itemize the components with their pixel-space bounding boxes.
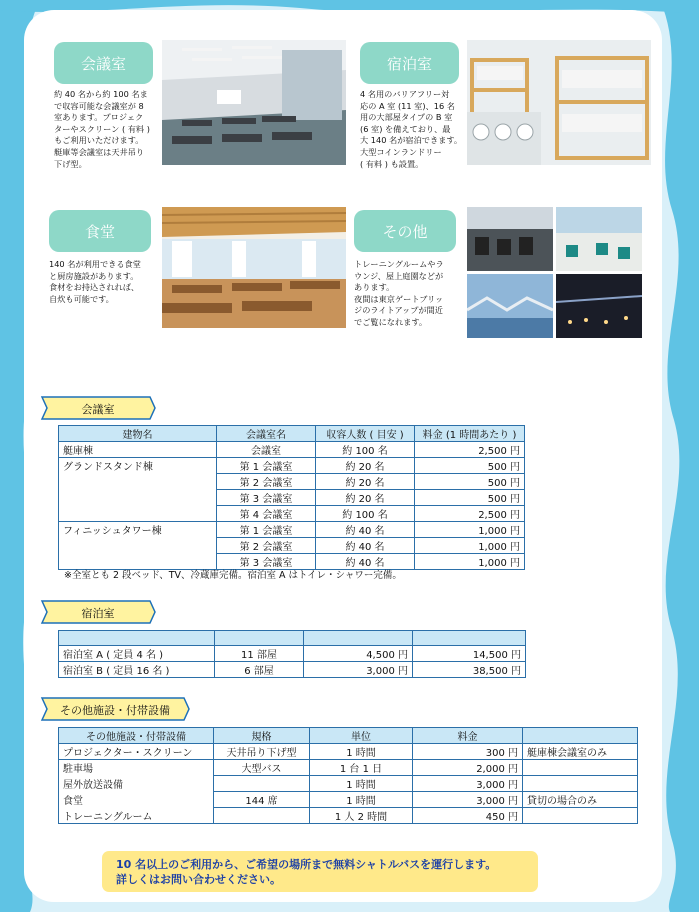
lodging-section-title: 宿泊室 (81, 607, 115, 620)
cell-building (59, 474, 217, 490)
cell-building (59, 538, 217, 554)
cell-spec (214, 776, 310, 792)
cell-fee: 1,000 円 (415, 522, 525, 538)
other-facilities-description: トレーニングルームやラ ウンジ、屋上庭園などが あります。 夜間は東京ゲートブリッ ジのライトアップが間近 でご覧になれます。 (354, 259, 444, 327)
cell-fee: 450 円 (413, 808, 523, 824)
cell-capacity: 約 40 名 (316, 538, 415, 554)
dining-hall-label: 食堂 (49, 210, 151, 252)
cell-unit: 1 時間 (310, 744, 413, 760)
cell-remarks (523, 808, 638, 824)
meeting-room-description: 約 40 名から約 100 名ま で収容可能な会議室が 8 室あります。プロジェク ターやスクリーン ( 有料 ) もご利用いただけます。 艇庫等会議室は天井吊り 下げ型。 (54, 89, 150, 169)
cell-room-count: 6 部屋 (215, 661, 304, 677)
cell-capacity: 約 100 名 (316, 442, 415, 458)
cell-fee: 500 円 (415, 458, 525, 474)
cell-unit: 1 台 1 日 (310, 760, 413, 776)
table-row (59, 474, 525, 490)
cell-unit: 1 人 2 時間 (310, 808, 413, 824)
meeting-room-photo (162, 40, 346, 165)
cell-spec: 144 席 (214, 792, 310, 808)
cell-price-full: 14,500 円 (413, 645, 526, 661)
table-header-row (59, 728, 638, 744)
cell-price: 4,500 円 (304, 645, 413, 661)
cell-building (59, 506, 217, 522)
dining-hall-photo (162, 207, 346, 328)
lounge-photo (556, 207, 642, 271)
table-row (59, 442, 525, 458)
lodging-room-photo (467, 40, 651, 165)
cell-remarks (523, 776, 638, 792)
cell-fee: 500 円 (415, 490, 525, 506)
cell-facility: 屋外放送設備 (59, 776, 214, 792)
cell-fee: 500 円 (415, 474, 525, 490)
table-row (59, 506, 525, 522)
cell-unit: 1 時間 (310, 792, 413, 808)
table-header-row (59, 631, 526, 646)
lodging-room-label: 宿泊室 (360, 42, 459, 84)
cell-capacity: 約 20 名 (316, 490, 415, 506)
table-row (59, 792, 638, 808)
other-facilities-section-title: その他施設・付帯設備 (60, 704, 170, 717)
meeting-rooms-section-tab (40, 396, 156, 420)
cell-fee: 1,000 円 (415, 554, 525, 570)
lodging-section-tab (40, 600, 156, 624)
lodging-table (58, 630, 526, 678)
table-row (59, 760, 638, 776)
gate-bridge-night-photo (556, 274, 642, 338)
cell-fee: 3,000 円 (413, 792, 523, 808)
header-fee: 料金 (1 時間あたり ) (415, 426, 525, 442)
header-fee: 料金 (413, 728, 523, 744)
shuttle-bus-banner (102, 851, 538, 892)
table-row (59, 645, 526, 661)
header-room-name: 会議室名 (217, 426, 316, 442)
table-row (59, 776, 638, 792)
cell-spec (214, 808, 310, 824)
table-header-row (59, 426, 525, 442)
cell-building: 艇庫棟 (59, 442, 217, 458)
cell-room: 第 3 会議室 (217, 490, 316, 506)
lodging-room-description: 4 名用のバリアフリー対 応の A 室 (11 室)、16 名 用の大部屋タイプの B 室 (6 室) を備えており、最 大 140 名が宿泊できます。 大型コインランドリー ( 有料 ) も設置。 (360, 89, 463, 169)
cell-capacity: 約 40 名 (316, 554, 415, 570)
cell-price: 3,000 円 (304, 661, 413, 677)
equipment-note: ※全室とも 2 段ベッド、TV、冷蔵庫完備。宿泊室 A はトイレ・シャワー完備。 (64, 570, 402, 581)
banner-line-1: 10 名以上のご利用から、ご希望の場所まで無料シャトルバスを運行します。 (116, 858, 497, 871)
cell-fee: 2,500 円 (415, 506, 525, 522)
cell-facility: プロジェクター・スクリーン (59, 744, 214, 760)
cell-fee: 2,000 円 (413, 760, 523, 776)
header-unit: 単位 (310, 728, 413, 744)
cell-fee: 2,500 円 (415, 442, 525, 458)
cell-capacity: 約 40 名 (316, 522, 415, 538)
cell-room: 第 1 会議室 (217, 522, 316, 538)
cell-room: 第 3 会議室 (217, 554, 316, 570)
header-spec: 規格 (214, 728, 310, 744)
table-row (59, 538, 525, 554)
header-building: 建物名 (59, 426, 217, 442)
cell-fee: 300 円 (413, 744, 523, 760)
cell-capacity: 約 100 名 (316, 506, 415, 522)
cell-room: 第 2 会議室 (217, 538, 316, 554)
header-capacity: 収容人数 ( 目安 ) (316, 426, 415, 442)
cell-room: 第 4 会議室 (217, 506, 316, 522)
cell-capacity: 約 20 名 (316, 474, 415, 490)
cell-remarks: 貸切の場合のみ (523, 792, 638, 808)
cell-spec: 大型バス (214, 760, 310, 776)
table-row (59, 458, 525, 474)
table-row (59, 661, 526, 677)
cell-room: 第 1 会議室 (217, 458, 316, 474)
other-facilities-label: その他 (354, 210, 456, 252)
cell-building: グランドスタンド棟 (59, 458, 217, 474)
other-facilities-section-tab (40, 697, 190, 721)
header-facility: その他施設・付帯設備 (59, 728, 214, 744)
cell-capacity: 約 20 名 (316, 458, 415, 474)
other-facilities-table (58, 727, 638, 824)
banner-line-2: 詳しくはお問い合わせください。 (116, 873, 281, 886)
meeting-rooms-section-title: 会議室 (81, 403, 115, 416)
cell-building: フィニッシュタワー棟 (59, 522, 217, 538)
cell-room-type: 宿泊室 A ( 定員 4 名 ) (59, 645, 215, 661)
table-row (59, 808, 638, 824)
cell-unit: 1 時間 (310, 776, 413, 792)
cell-fee: 3,000 円 (413, 776, 523, 792)
table-row (59, 522, 525, 538)
header-remarks (523, 728, 638, 744)
cell-room: 第 2 会議室 (217, 474, 316, 490)
cell-remarks: 艇庫棟会議室のみ (523, 744, 638, 760)
cell-building (59, 490, 217, 506)
table-row (59, 490, 525, 506)
cell-remarks (523, 760, 638, 776)
cell-facility: 駐車場 (59, 760, 214, 776)
cell-facility: トレーニングルーム (59, 808, 214, 824)
cell-room: 会議室 (217, 442, 316, 458)
cell-fee: 1,000 円 (415, 538, 525, 554)
cell-price-full: 38,500 円 (413, 661, 526, 677)
gate-bridge-day-photo (467, 274, 553, 338)
cell-room-count: 11 部屋 (215, 645, 304, 661)
table-row (59, 744, 638, 760)
training-room-photo (467, 207, 553, 271)
cell-spec: 天井吊り下げ型 (214, 744, 310, 760)
cell-room-type: 宿泊室 B ( 定員 16 名 ) (59, 661, 215, 677)
dining-hall-description: 140 名が利用できる食堂 と厨房施設があります。 食材をお持込されれば、 自炊も可能です。 (49, 259, 141, 304)
meeting-room-label: 会議室 (54, 42, 153, 84)
cell-facility: 食堂 (59, 792, 214, 808)
meeting-rooms-table (58, 425, 525, 570)
